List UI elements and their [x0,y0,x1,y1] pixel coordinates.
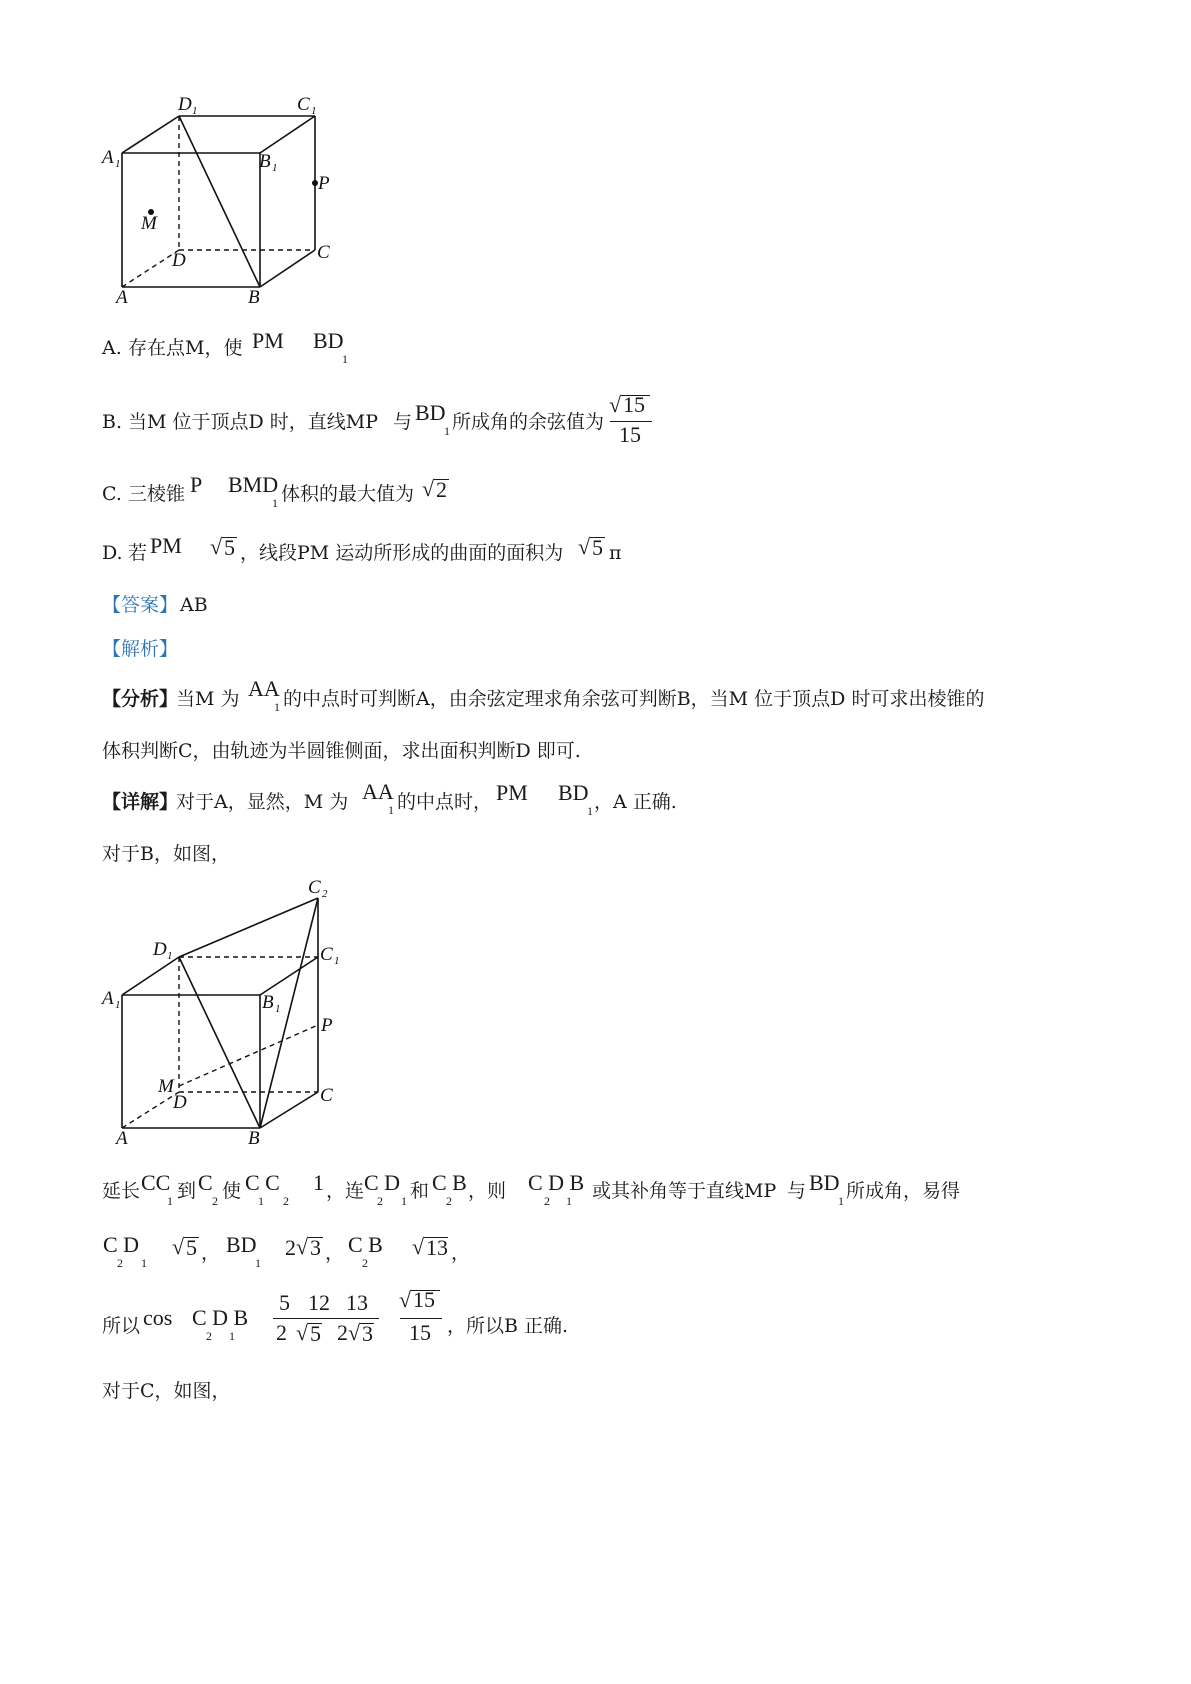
svg-text:1: 1 [115,158,121,170]
for-b-heading: 对于B，如图， [102,843,230,865]
fenxi-sub: 1 [274,700,280,714]
svg-text:1: 1 [115,999,121,1011]
option-b-den: 15 [619,422,641,447]
option-c-text: 三棱锥 [128,483,186,505]
svg-text:A: A [116,1128,128,1149]
svg-text:A: A [102,988,114,1009]
svg-text:1: 1 [275,1003,281,1015]
svg-text:C: C [320,944,333,965]
option-a-pm: PM [252,328,284,353]
option-a-text: 存在点M，使 [128,337,243,359]
option-d-prefix: D. [102,542,123,564]
svg-text:1: 1 [192,105,198,117]
xiangjie-aa: AA [362,779,394,804]
answer-value: AB [180,594,208,616]
fenxi-aa: AA [248,676,280,701]
cube-figure-2 [95,870,355,1155]
svg-text:M: M [158,1076,174,1097]
option-c-sqrt-sign: √ [422,476,435,501]
option-b-num: 15 [623,392,645,417]
svg-text:A: A [102,147,114,168]
option-d-sqrt-sign: √ [210,534,223,559]
option-c-rad: 2 [436,477,447,502]
option-b-sqrt-sign: √ [609,392,622,417]
option-b-text: 当M 位于顶点D 时，直线MP [128,411,379,433]
xiangjie-sub: 1 [388,803,394,817]
option-d-pm: PM [150,533,182,558]
option-c-bmd: BMD [228,472,279,497]
option-b-sub: 1 [444,424,450,438]
xiangjie-bd: BD [558,780,589,805]
svg-text:1: 1 [334,955,340,967]
xiangjie-label: 【详解】 [102,791,179,813]
svg-text:B: B [262,992,274,1013]
svg-text:D: D [178,94,192,115]
option-b-text3: 所成角的余弦值为 [452,411,605,433]
for-c-heading: 对于C，如图， [102,1380,231,1402]
svg-text:C: C [297,94,310,115]
option-c-text2: 体积的最大值为 [281,483,415,505]
option-a-sub: 1 [342,352,348,366]
answer-label: 【答案】 [102,594,179,616]
option-d-pi: π [609,542,622,564]
svg-text:C: C [317,242,330,263]
svg-text:1: 1 [167,950,173,962]
svg-text:C: C [308,877,321,898]
svg-text:1: 1 [311,105,317,117]
option-c-p: P [190,472,203,497]
svg-text:D: D [172,250,186,271]
option-d-rad2: 5 [592,535,603,560]
svg-text:B: B [248,287,260,308]
svg-text:C: C [320,1085,333,1106]
option-b-bd: BD [415,400,446,425]
fenxi-text2: 的中点时可判断A，由余弦定理求角余弦可判断B，当M 位于顶点D 时可求出棱锥的 [283,688,985,710]
option-c-sub: 1 [272,496,278,510]
fenxi-label: 【分析】 [102,688,179,710]
xiangjie-sub2: 1 [587,804,593,818]
svg-text:2: 2 [322,888,328,900]
xiangjie-text3: ，A 正确. [594,791,677,813]
option-c-prefix: C. [102,483,122,505]
xiangjie-pm: PM [496,780,528,805]
option-a-prefix: A. [102,337,122,359]
svg-text:A: A [116,287,128,308]
fenxi-line2: 体积判断C，由轨迹为半圆锥侧面，求出面积判断D 即可. [102,740,581,762]
svg-text:P: P [318,173,330,194]
svg-text:B: B [259,151,271,172]
cube-figure-1 [95,90,355,315]
option-d-sqrt-sign2: √ [578,534,591,559]
fenxi-text1: 当M 为 [176,688,240,710]
svg-text:1: 1 [272,162,278,174]
analysis-label: 【解析】 [102,638,179,660]
xiangjie-text1: 对于A，显然，M 为 [176,791,349,813]
option-b-prefix: B. [102,411,123,433]
svg-text:B: B [248,1128,260,1149]
option-a-bd: BD [313,328,344,353]
svg-text:M: M [141,213,157,234]
option-d-text2: ，线段PM 运动所形成的曲面的面积为 [240,542,564,564]
option-b-with: 与 [393,411,413,433]
svg-text:D: D [173,1092,187,1113]
option-d-text: 若 [128,542,148,564]
svg-text:P: P [321,1015,333,1036]
svg-text:D: D [153,939,167,960]
option-d-rad: 5 [224,535,235,560]
xiangjie-text2: 的中点时， [397,791,493,813]
